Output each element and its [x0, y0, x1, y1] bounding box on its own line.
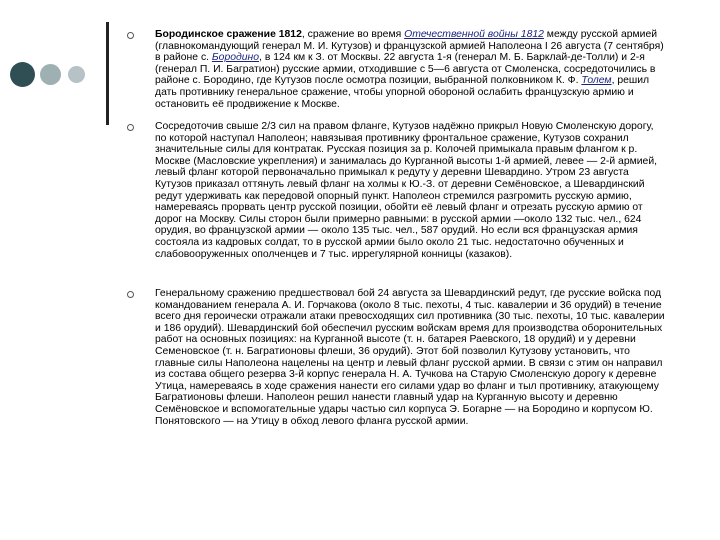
decor-dot-mid	[40, 64, 61, 85]
paragraph-title: Бородинское сражение 1812	[155, 29, 302, 40]
bullet-icon	[127, 124, 134, 131]
paragraph-shevardino: Генеральному сражению предшествовал бой 24 августа за Шевардинский редут, где русские войска под командованием генерала А. И. Горчакова (около 8 тыс. пехоты, 4 тыс. кавалерии и 36 орудий) в течение всего дня героически отражали атаки превосходящих сил противника (30 тыс. пехоты, 10 тыс. кавалерии и 186 орудий). Шевардинский бой обеспечил русским войскам время для производства оборонительных работ на основных позициях: на Курганной высоте (т. н. батарея Раевского, 18 орудий) и у деревни Семеновское (т. н. Багратионовы флеши, 36 орудий). Этот бой позволил Кутузову установить, что главные силы Наполеона нацелены на центр и левый фланг русской армии. В связи с этим он направил из состава общего резерва 3-й корпус генерала Н. А. Тучкова на Старую Смоленскую дорогу к деревне Утица, намереваясь в ходе сражения нанести его силами удар во фланг и тыл противнику, атакующему Багратионовы флеши. Наполеон решил нанести главный удар на Курганную высоту и деревню Семёновское и вспомогательные удары частью сил корпуса Э. Богарне — на Бородино и корпусом Ю. Понятовского — на Утицу в обход левого фланга русской армии.	[155, 288, 665, 427]
paragraph-text: , решил дать противнику генеральное сражение, чтобы упорной обороной ослабить французскую армию и остановить её продвижение к Москве.	[155, 75, 650, 110]
link-patriotic-war[interactable]: Отечественной войны 1812	[404, 29, 544, 40]
decor-dot-light	[68, 66, 85, 83]
bullet-icon	[127, 291, 134, 298]
link-borodino[interactable]: Бородино	[211, 52, 260, 64]
paragraph-borodino-intro	[155, 29, 665, 110]
paragraph-text: между русской армией (главнокомандующий генерал М. И. Кутузов) и французской армией Наполеона I 26 августа (7 сентября) в районе с.	[155, 29, 664, 64]
paragraph-text: , сражение во время	[301, 29, 405, 40]
paragraph-text: , в 124 км к З. от Москвы. 22 августа 1-я (генерал М. Б. Барклай-де-Толли) и 2-я (генерал П. И. Багратион) русские армии, отходившие с 5—6 августа от Смоленска, сосредоточились в районе с. Бородино, где Кутузов после осмотра позиции, выбранной полковником К. Ф.	[155, 52, 656, 87]
vertical-divider-bar	[106, 22, 109, 125]
link-tol[interactable]: Толем	[581, 75, 612, 87]
decor-dot-dark	[10, 62, 35, 87]
paragraph-forces: Сосредоточив свыше 2/3 сил на правом фланге, Кутузов надёжно прикрыл Новую Смоленскую дорогу, по которой наступал Наполеон; навязывая противнику фронтальное сражение, Кутузов сохранил значительные силы для контратак. Русская позиция за р. Колочей примыкала правым флангом к р. Москве (Масловские укрепления) и занималась до Курганной высоты 1-й армией, левее — 2-й армией, левый фланг которой первоначально примыкал к редуту у деревни Шевардино. Утром 23 августа Кутузов приказал оттянуть левый фланг на холмы к Ю.-З. от деревни Семёновское, а Шевардинский редут удерживать как передовой опорный пункт. Наполеон стремился разгромить русскую армию, намереваясь прорвать центр русской позиции, обойти её левый фланг и отрезать русскую армию от дорог на Москву. Силы сторон были примерно равными: в русской армии —около 132 тыс. чел., 624 орудия, во французской армии — около 135 тыс. чел., 587 орудий. Но если вся французская армия состояла из кадровых солдат, то в русской армии было около 21 тыс. недостаточно обученных и слабовооруженных ополченцев и 7 тыс. иррегулярной конницы (казаков).	[155, 121, 658, 260]
bullet-icon	[127, 32, 134, 39]
